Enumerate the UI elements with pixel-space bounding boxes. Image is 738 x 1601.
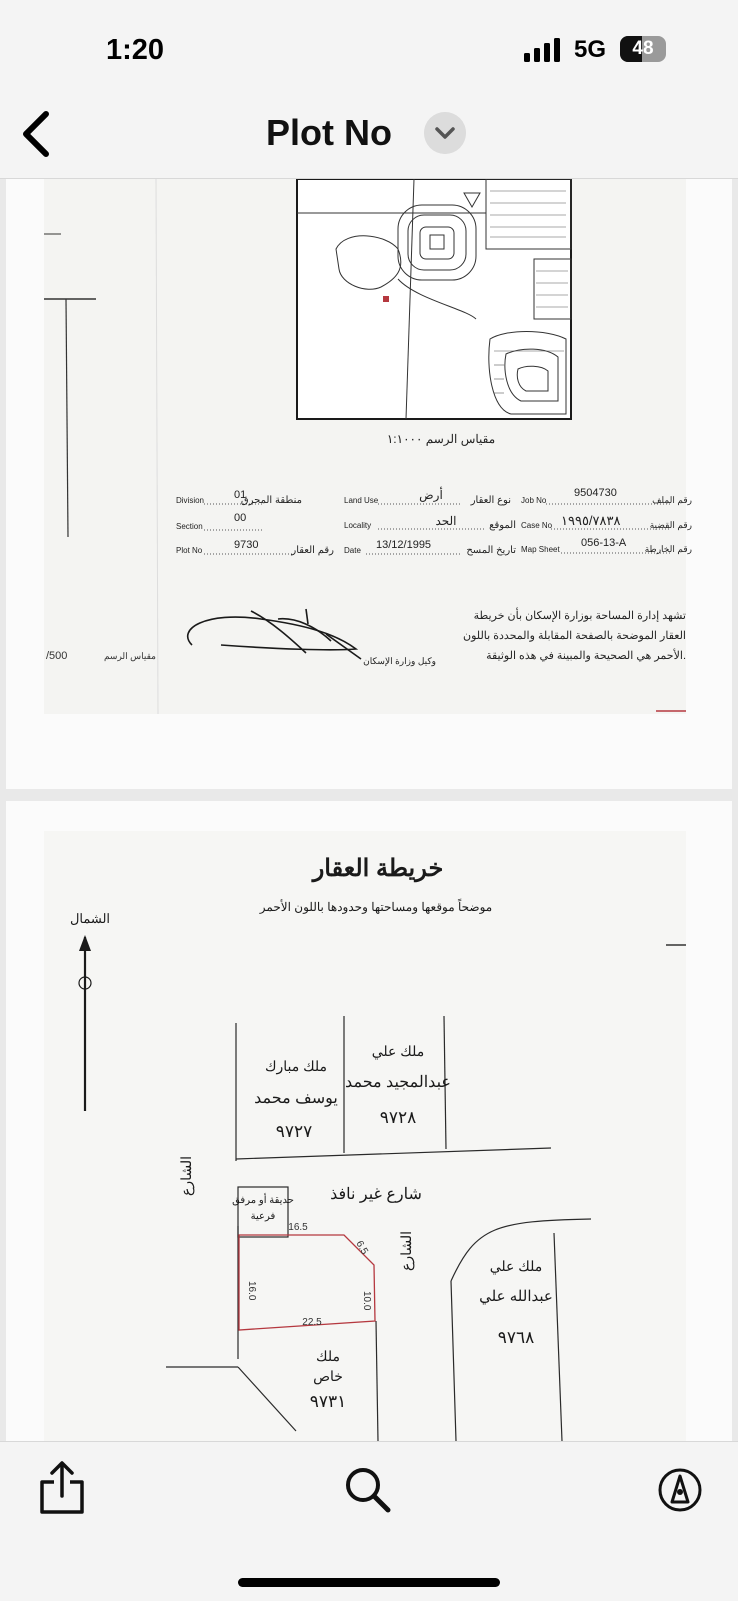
map-sheet-value: 056-13-A: [581, 537, 627, 549]
case-ar: رقم القضية: [649, 520, 692, 530]
svg-text:22.5: 22.5: [302, 1317, 322, 1328]
job-value: 9504730: [574, 487, 617, 499]
svg-text:٩٧٢٧: ٩٧٢٧: [275, 1122, 313, 1141]
svg-text:عبدالله علي: عبدالله علي: [479, 1288, 553, 1305]
share-icon[interactable]: [36, 1460, 88, 1516]
map-scale-label: مقياس الرسم ١:١٠٠٠: [386, 432, 496, 446]
side-scale-label: مقياس الرسم: [103, 651, 156, 661]
svg-text:الشارع: الشارع: [178, 1155, 194, 1197]
svg-text:فرعية: فرعية: [250, 1211, 276, 1222]
document-viewer[interactable]: [0, 179, 738, 1441]
side-scale: /500: [46, 650, 68, 662]
plot-label: Plot No: [176, 546, 203, 555]
date-value: 13/12/1995: [376, 539, 432, 551]
svg-text:ملك علي: ملك علي: [489, 1258, 543, 1274]
signature-caption: وكيل وزارة الإسكان: [363, 656, 436, 666]
map-sheet-label: Map Sheet: [521, 545, 560, 554]
certification-text: [463, 608, 686, 662]
map-sheet-ar: رقم الخارطة: [644, 544, 692, 554]
date-label: Date: [344, 546, 361, 555]
svg-text:شارع غير نافذ: شارع غير نافذ: [330, 1186, 422, 1203]
plot-ar: رقم العقار: [291, 545, 334, 556]
document-page-2: [6, 801, 732, 1441]
svg-text:حديقة أو مرفق: حديقة أو مرفق: [232, 1195, 294, 1206]
svg-text:16.0: 16.0: [246, 1281, 257, 1301]
location-map: [297, 179, 571, 419]
svg-text:العقار الموضحة بالصفحة المقابل: العقار الموضحة بالصفحة المقابلة والمحددة باللون: [463, 630, 686, 642]
division-ar: منطقة المحرق: [240, 495, 302, 506]
svg-text:10.0: 10.0: [361, 1291, 372, 1311]
svg-text:يوسف محمد: يوسف محمد: [254, 1090, 338, 1107]
locality-label: Locality: [344, 521, 372, 530]
land-use-ar: نوع العقار: [470, 495, 511, 506]
bottom-toolbar: [0, 1441, 738, 1601]
document-page-1: [6, 179, 732, 789]
cellular-signal-icon: [523, 38, 563, 62]
plot-value: 9730: [234, 539, 259, 551]
case-label: Case No: [521, 521, 553, 530]
battery-level: 48: [632, 38, 654, 59]
back-chevron-icon[interactable]: [14, 108, 58, 160]
svg-text:الشارع: الشارع: [398, 1230, 414, 1272]
page-2-scan: [6, 801, 732, 1441]
markup-pen-icon[interactable]: [654, 1464, 706, 1520]
division-value: 01: [234, 489, 247, 501]
svg-text:ملك علي: ملك علي: [371, 1043, 425, 1059]
svg-text:٩٧٣١: ٩٧٣١: [309, 1392, 347, 1411]
section-label: Section: [176, 522, 203, 531]
svg-text:عبدالمجيد محمد: عبدالمجيد محمد: [345, 1074, 451, 1091]
svg-text:٩٧٦٨: ٩٧٦٨: [497, 1328, 535, 1347]
job-label: Job No: [521, 496, 547, 505]
svg-text:16.5: 16.5: [288, 1222, 308, 1233]
battery-icon: [620, 36, 666, 62]
status-time: 1:20: [106, 34, 165, 66]
svg-text:الشمال: الشمال: [69, 911, 111, 926]
svg-text:خاص: خاص: [313, 1368, 343, 1384]
network-type: 5G: [574, 36, 607, 63]
job-ar: رقم الملف: [652, 495, 692, 505]
division-label: Division: [176, 496, 205, 505]
land-use-value: أرض: [419, 488, 443, 502]
date-ar: تاريخ المسح: [466, 545, 516, 556]
page-1-scan: [6, 179, 732, 789]
land-use-label: Land Use: [344, 496, 379, 505]
locality-value: الحد: [435, 514, 457, 528]
status-bar: [0, 0, 738, 100]
property-map-heading: خريطة العقار: [312, 855, 444, 882]
svg-text:ملك مبارك: ملك مبارك: [264, 1058, 328, 1074]
svg-text:6.5: 6.5: [353, 1239, 370, 1257]
home-indicator[interactable]: [238, 1578, 500, 1587]
chevron-down-icon[interactable]: [424, 112, 466, 154]
svg-text:الأحمر هي الصحيحة والمبينة في: الأحمر هي الصحيحة والمبينة في هذه الوثيقة.: [486, 650, 686, 662]
locality-ar: الموقع: [489, 520, 516, 531]
section-value: 00: [234, 512, 247, 524]
search-icon[interactable]: [342, 1464, 394, 1520]
property-map-subheading: موضحاً موقعها ومساحتها وحدودها باللون الأحمر: [259, 900, 493, 914]
svg-text:تشهد إدارة المساحة بوزارة الإس: تشهد إدارة المساحة بوزارة الإسكان بأن خريطة: [473, 610, 686, 622]
svg-text:ملك: ملك: [316, 1348, 340, 1364]
navigation-bar: [0, 100, 738, 179]
svg-text:٩٧٢٨: ٩٧٢٨: [379, 1108, 417, 1127]
document-title[interactable]: Plot No: [266, 112, 392, 153]
case-value: ١٩٩٥/٧٨٣٨: [561, 513, 621, 528]
